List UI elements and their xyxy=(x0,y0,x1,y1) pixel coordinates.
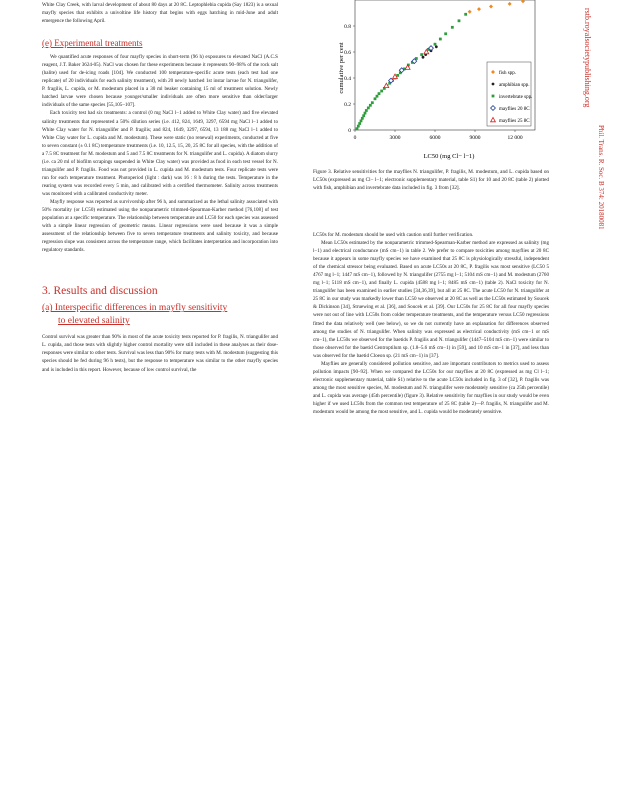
y-tick-label: 0.2 xyxy=(344,102,351,108)
point-invertebrate-spp- xyxy=(371,101,374,104)
point-fish-spp- xyxy=(521,0,525,3)
point-amphibian-spp- xyxy=(422,56,425,59)
point-invertebrate-spp- xyxy=(362,114,365,117)
figure-3 xyxy=(313,0,573,170)
y-axis xyxy=(344,24,355,134)
point-invertebrate-spp- xyxy=(358,122,361,125)
caption-text: Relative sensitivities for the mayflies N. triangulifer, P. fragilis, M. modestum, and L. cupida based on LC50s (expressed as mg Cl− l−1; electronic supplementary material, table S1) for 10 and 20 8C (table 2) plotted with fish, amphibian and invertebrate data included in fig. 3 from [32]. xyxy=(313,169,550,191)
legend-label: amphibian spp. xyxy=(499,83,530,88)
point-fish-spp- xyxy=(477,7,481,11)
point-invertebrate-spp- xyxy=(420,53,423,56)
point-invertebrate-spp- xyxy=(378,92,381,95)
y-tick-label: 0.4 xyxy=(344,76,351,82)
point-fish-spp- xyxy=(508,2,512,6)
paragraph-e3: Mayfly response was reported as survivorship after 96 h, and summarized as the lethal salinity associated with 50% mortality (or LC50) estimated using the nonparametric trimmed-Spearman-Karber method [76,108] of test population at a specific temperature. The relationship between temperature and LC50 for each species was assessed with a simple linear regression of geometric means. Linear regressions were used because it was a simple assessment of the relationship between five to seven temperature treatments and salinity toxicity, and because regression slope was consistent across the temperature range, which facilitates interpretation and incorporation into regulatory standards. xyxy=(42,198,278,254)
right-column xyxy=(313,231,549,416)
point-invertebrate-spp- xyxy=(357,125,360,128)
article-citation: Phil. Trans. R. Soc. B 374: 20180081 xyxy=(597,125,605,230)
point-invertebrate-spp- xyxy=(444,32,447,35)
y-tick-label: 0.6 xyxy=(344,50,351,56)
left-column xyxy=(42,1,278,374)
point-invertebrate-spp- xyxy=(451,26,454,29)
x-axis-label: LC50 (mg Cl− l−1) xyxy=(423,153,475,160)
point-invertebrate-spp- xyxy=(361,117,364,120)
x-tick-label: 0 xyxy=(353,135,357,141)
section-e-heading: (e) Experimental treatments xyxy=(42,38,143,49)
y-tick-label: 0.8 xyxy=(344,24,351,30)
caption-label: Figure 3. xyxy=(313,169,332,175)
section-a-heading-line2: to elevated salinity xyxy=(58,316,130,327)
point-invertebrate-spp- xyxy=(365,109,368,112)
point-invertebrate-spp- xyxy=(360,120,363,123)
cumulative-chart xyxy=(313,0,573,170)
section-a-heading-line1: (a) Interspecific differences in mayfly sensitivity xyxy=(42,303,228,314)
y-axis-label: cumulative per cent xyxy=(338,42,345,94)
y-tick-label: 0 xyxy=(348,128,351,134)
point-fish-spp- xyxy=(468,10,472,14)
point-invertebrate-spp- xyxy=(369,104,372,107)
x-tick-label: 12 000 xyxy=(507,135,523,141)
point-fish-spp- xyxy=(489,5,493,9)
legend-marker xyxy=(492,83,495,86)
point-invertebrate-spp- xyxy=(380,90,383,93)
paragraph-r3: Mayflies are generally considered pollution sensitive, and are important contributors to metrics used to assess pollution impacts [90–92]. When we compared the LC50s for our mayflies at 20 8C (expressed as mg Cl l−1; electronic supplementary material, table S1) relative to the acute LC50s included in fig. 3 of [32], P. fragilis was among the most sensitive species, M. modestum and N. triangulifer were moderately sensitive (ca 25th percentile) and L. cupida was average (45th percentile) (figure 3). Relative sensitivity for mayflies in our study would be even higher if we used LC50s from the common test temperature of 25 8C (table 2)—P. fragilis, N. triangulifer and M. modestum would be among the most sensitive, and L. cupida would be moderately sensitive. xyxy=(313,360,549,416)
point-invertebrate-spp- xyxy=(439,38,442,41)
legend-marker xyxy=(492,95,495,98)
figure-caption xyxy=(313,168,549,192)
point-invertebrate-spp- xyxy=(374,97,377,100)
x-tick-label: 6000 xyxy=(429,135,441,141)
point-invertebrate-spp- xyxy=(367,107,370,110)
legend-label: fish spp. xyxy=(499,71,516,76)
point-invertebrate-spp- xyxy=(458,19,461,22)
paragraph-a1: Control survival was greater than 90% in most of the acute toxicity tests reported for P. fragilis, N. triangulifer and L. cupida, and those tests with slightly higher control mortality were still included in these analyses as their dose-responses were similar to other tests. Survival was less than 90% for many tests with M. modestum (suggesting this species should be fed during 96 h tests), but the response to temperature was similar to the other mayfly species and is included in this report. However, because of low control survival, the xyxy=(42,334,278,373)
paragraph-intro: White Clay Creek, with larval development of about 80 days at 20 8C. Leptophlebia cupida (Say 1823) is a sexual mayfly species that exhibits a univoltine life history that begins with eggs hatching in mid-June and adult emergence the following April. xyxy=(42,2,278,25)
paragraph-r2: Mean LC50s estimated by the nonparametric trimmed-Spearman-Karber method are expressed as salinity (mg l−1) and electrical conductance (mS cm−1) in table 2. We prefer to compare toxicities among mayflies at 20 8C because it appears in some mayfly species we have examined that 25 8C is physiologically stressful, independent of the chemical stressor being evaluated. Based on acute LC50s at 20 8C, P. fragilis was most sensitive (LC50 5 4767 mg l−1; 1447 mS cm−1), followed by N. triangulifer (2755 mg l−1; 5104 mS cm−1) and M. modestum (2760 mg l−1; 5118 mS cm−1), and finally L. cupida (4588 mg l−1; 8485 mS cm−1) (table 2). NaCl toxicity for N. triangulifer has been examined in earlier studies [34,36,39], but all at 25 8C. The acute LC50 for N. triangulifer at 25 8C in our study was markedly lower than LC50 we observed at 20 8C as well as the LC50s estimated by Soucek & Dickinson [34], Struewing et al. [36], and Soucek et al. [39]. Our LC50s for 25 8C for all four mayfly species were not out of line with LC50s from colder temperature treatments, and the temperature versus LC50 regressions fitted the data relatively well (see below), so we do not currently have an explanation for differences observed among the studies of N. triangulifer. When salinity was expressed as electrical conductivity (mS cm−1 or mS cm−1), the LC50s we observed for the baetids P. fragilis and N. triangulifer (1447–5104 mS cm−1) were similar to those observed for the baetid Centroptilum sp. (1.8–5.6 mS cm−1) in [59], and 10 mS cm−1 in [37], and less than was observed for the baetid Cloeon sp. (21 mS cm−1) in [37]. xyxy=(313,240,549,359)
x-axis xyxy=(354,130,523,141)
journal-site-link[interactable]: rstb.royalsocietypublishing.org xyxy=(583,8,592,108)
legend-label: mayflies 20 8C xyxy=(499,107,530,112)
legend xyxy=(487,62,532,126)
paragraph-e2: Each toxicity test had six treatments: a control (0 mg NaCl l−1 added to White Clay water) and five elevated salinity treatments that represented a 50% dilution series (i.e. 412, 824, 1649, 3297, 6594 mg NaCl l−1 added to White Clay water for N. triangulifer and P. fragilis; and 824, 1649, 3297, 6594, 13 188 mg NaCl l−1 added to White Clay water for L. cupida and M. modestum). These were static (no renewal) experiments, conducted at five to seven constant (± 0.1 8C) temperature treatments (i.e. 10, 12.5, 15, 20, 25 8C for all species, with the addition of a 7.5 8C treatment for M. modestum and 5 and 7.5 8C treatments for N. triangulifer and L. cupida). A diatom slurry (i.e. ca 20 ml of biofilm scrapings suspended in White Clay water) was provided as food in each test vessel for N. triangulifer and P. fragilis. Food was not provided in L. cupida and M. modestum tests. Four replicate tests were run for each temperature treatment. Photoperiod (light : dark) was 16 : 8 h during the tests. Temperature in the rearing system was recorded every 5 min, and calibrated with a certified thermometer. Salinity across treatments was monitored with a calibrated conductivity meter. xyxy=(42,110,278,197)
paragraph-r1: LC50s for M. modestum should be used with caution until further verification. xyxy=(313,232,474,238)
x-tick-label: 3000 xyxy=(389,135,401,141)
point-amphibian-spp- xyxy=(435,45,438,48)
point-invertebrate-spp- xyxy=(356,127,359,130)
point-invertebrate-spp- xyxy=(376,95,379,98)
point-invertebrate-spp- xyxy=(434,43,437,46)
paragraph-e1: We quantified acute responses of four mayfly species in short-term (96 h) exposures to elevated NaCl (A.C.S reagent, J.T. Baker 3624-05). NaCl was chosen for these experiments because it represents 90–98% of the rock salt (halite) used for de-icing roads [104]. We conducted 100 temperature-specific acute tests (each test had one replicate) of 20 individuals for each salinity treatment), with 20 newly hatched 1st instar larvae for N. triangulifer, P. fragilis, L. cupida, or M. modestum placed in a 30 ml beaker containing 15 ml of treatment solution. Newly hatched larvae were chosen because younger/smaller individuals are often more sensitive than older/larger individuals of the same species [55,105–107]. xyxy=(42,54,278,109)
legend-label: mayflies 25 8C xyxy=(499,119,530,124)
section-a-heading xyxy=(42,302,278,328)
point-invertebrate-spp- xyxy=(464,13,467,16)
point-invertebrate-spp- xyxy=(364,112,367,115)
section-3-heading: 3. Results and discussion xyxy=(42,285,158,298)
x-tick-label: 9000 xyxy=(469,135,481,141)
legend-label: invertebrate spp. xyxy=(499,95,533,100)
